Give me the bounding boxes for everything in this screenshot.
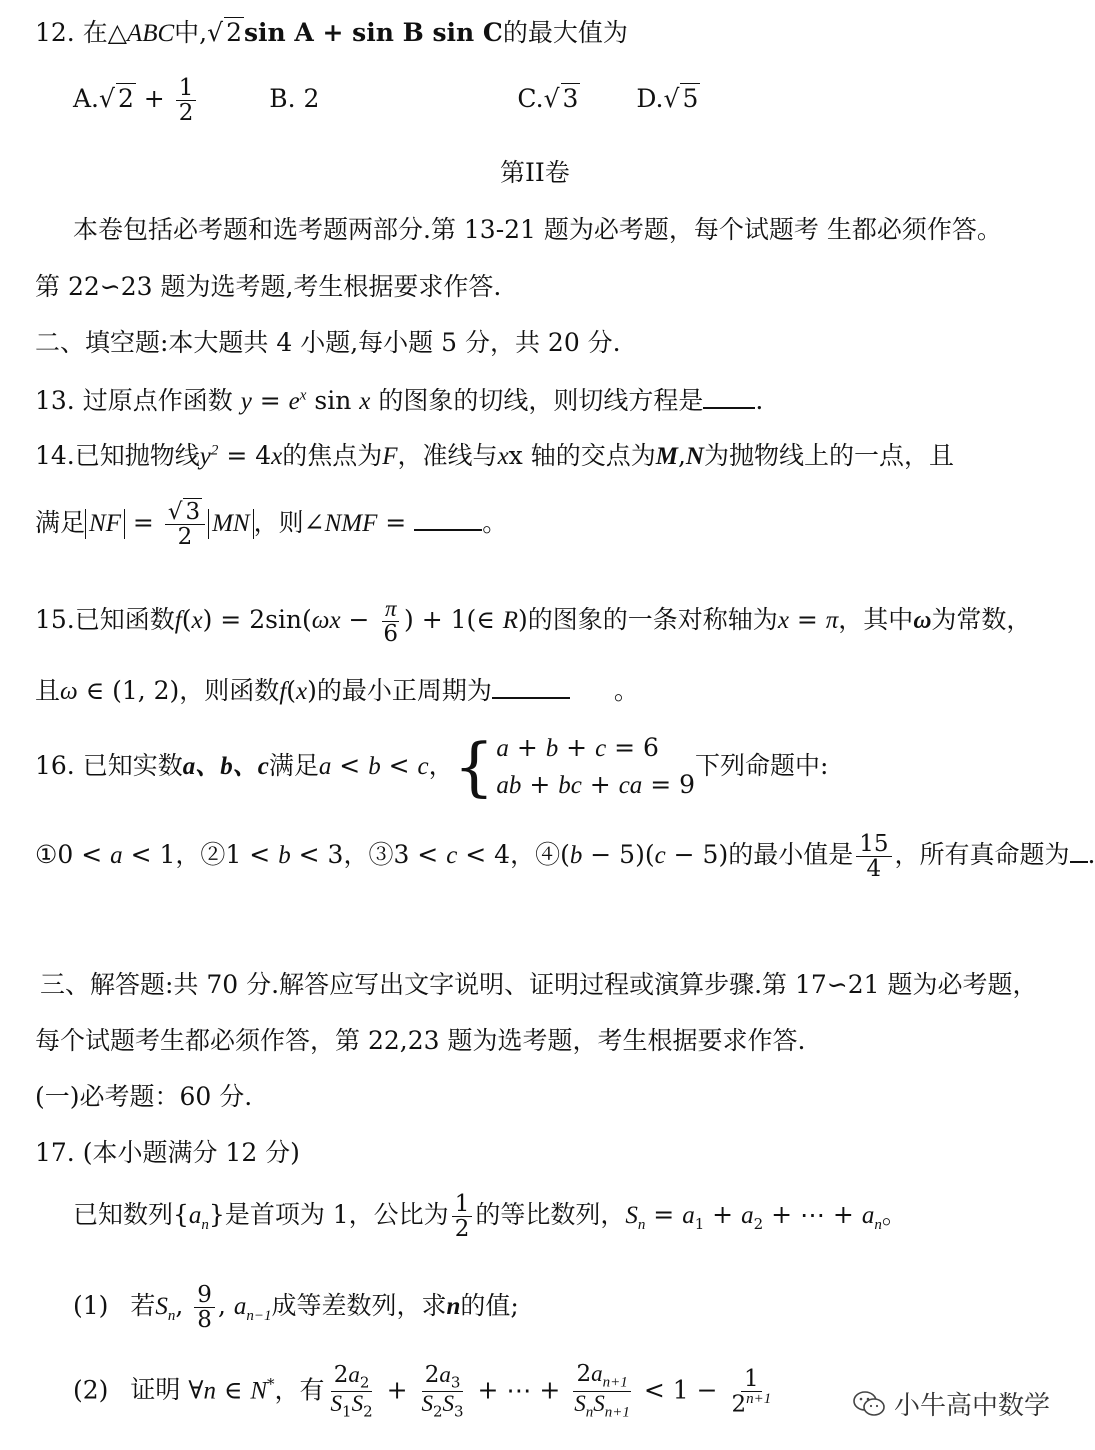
q17-part1: (1) 若$S_n$, $\frac{9}{8}$ , $a_{n-1}$成等差数列，求n的值;: [73, 1282, 519, 1334]
option-d: D.√ 5: [636, 84, 699, 114]
option-a: A.√ 2 + $\frac{1}{2}$: [73, 84, 199, 113]
answer-blank: [703, 385, 755, 409]
q12-stem: 12. 在△ABC中,√ 2sin A + sin B sin C的最大值为: [35, 18, 628, 47]
section3-sub: (一)必考题：60 分.: [35, 1082, 253, 1111]
part-intro-1: 本卷包括必考题和选考题两部分.第 13-21 题为必考题，每个试题考 生都必须作答。: [73, 215, 1002, 244]
part-title: 第II卷: [500, 158, 570, 187]
q15-line1: 15.已知函数f(x) = 2sin(ωx − $\frac{\pi}{6}$ ) + 1(∈ R)的图象的一条对称轴为x = π，其中ω为常数，: [35, 596, 1032, 648]
q12-options: [73, 76, 700, 125]
q17-title: 17. (本小题满分 12 分): [35, 1138, 300, 1167]
q16-line2: ①0 < a < 1，②1 < b < 3，③3 < c < 4，④(b − 5)(c − 5)的最小值是 $\frac{15}{4}$ ，所有真命题为 .: [35, 831, 1095, 883]
answer-blank: [414, 507, 482, 531]
question-number: 12.: [35, 18, 75, 47]
section3-heading-1: 三、解答题:共 70 分.解答应写出文字说明、证明过程或演算步骤.第 17∽21 题为必考题，: [40, 970, 1038, 999]
option-b: B. 2: [269, 84, 320, 114]
q17-part2: (2) 证明 ∀n ∈ N*，有 $\frac{2a_2}{S_1S_2}$ + $\frac{2a_3}{S_2S_3}$ + ⋯ + $\frac{2a_{n+1}}{S_nS_{n+1}}$ < 1 − $\frac{1}{2^{n+1}}$: [73, 1361, 772, 1421]
q16-line1: 16. 已知实数a、b、c满足a < b < c，{ a + b + c = 6 ab + bc + ca = 9 下列命题中:: [35, 730, 829, 805]
answer-blank: [492, 675, 570, 699]
watermark: 小牛高中数学: [852, 1385, 1050, 1422]
section-heading: 二、填空题:本大题共 4 小题,每小题 5 分，共 20 分.: [35, 328, 621, 357]
section3-heading-2: 每个试题考生都必须作答，第 22,23 题为选考题，考生根据要求作答.: [35, 1026, 806, 1055]
q14-line2: 满足 NF = $\frac{√ 3}{2}$ MN ，则∠NMF = 。: [35, 499, 508, 551]
q17-stem: 已知数列$\{a_n\}$是首项为 1，公比为 $\frac{1}{2}$ 的等比数列，$S_n = a_1 + a_2$ + ⋯ + $a_n$。: [73, 1191, 907, 1243]
option-c: C.√ 3: [517, 84, 579, 114]
part-intro-2: 第 22∽23 题为选考题,考生根据要求作答.: [35, 272, 502, 301]
q13: 13. 过原点作函数 $y = e^x$ sin x 的图象的切线，则切线方程是 .: [35, 386, 764, 415]
wechat-icon: [852, 1390, 886, 1418]
q15-line2: 且ω ∈ (1, 2)，则函数f(x)的最小正周期为 。: [35, 676, 639, 705]
answer-blank: [1070, 839, 1088, 863]
q14-line1: 14.已知抛物线$y^2 = 4x$的焦点为F，准线与xx 轴的交点为M,N为抛物线上的一点，且: [35, 441, 954, 470]
